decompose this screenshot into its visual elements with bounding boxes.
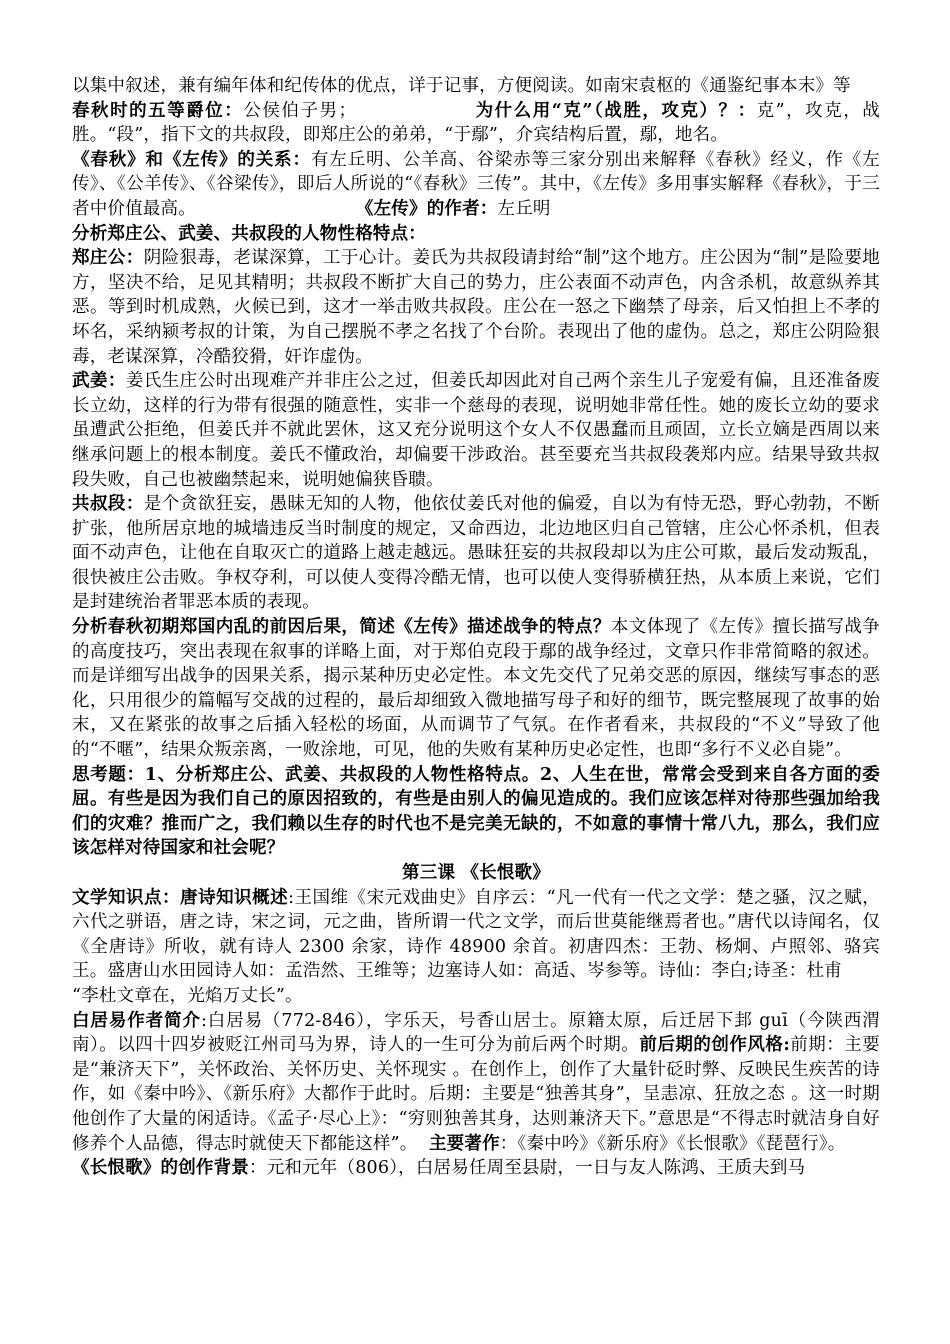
- label-why-ke: 为什么用“克”（战胜，攻克）？：: [474, 100, 757, 121]
- paragraph-background: 《长恨歌》的创作背景：元和元年（806），白居易任周至县尉，一日与友人陈鸿、王质夫到马: [72, 1158, 806, 1179]
- paragraph-chunqiu-zuozhuan: 《春秋》和《左传》的关系：有左丘明、公羊高、谷梁赤等三家分别出来解释《春秋》经义，作《左传》、《公羊传》、《谷梁传》，即后人所说的“《春秋》三传”。其中，《左传》多用事实解释《春秋》，于三者中价值最高。 《左传》的作者：左丘明: [72, 149, 880, 219]
- label-war-analysis: 分析春秋初期郑国内乱的前因后果，简述《左传》描述战争的特点？: [72, 617, 611, 638]
- label-zuozhuan-author: 《左传》的作者：: [355, 198, 498, 219]
- paragraph-bai-juyi: 白居易作者简介:白居易（772-846），字乐天，号香山居士。原籍太原，后迁居下邽 guī（今陕西渭南）。以四十四岁被贬江州司马为界，诗人的一生可分为前后两个时期。前后期的创作风格:前期：主要是“兼济天下”，关怀政治、关怀历史、关怀现实 。在创作上，创作了大量针砭时弊、反映民生疾苦的诗作，如《秦中吟》、《新乐府》大都作于此时。后期：主要是“独善其身”，呈恚凉、狂放之态 。这一时期他创作了大量的闲适诗。《孟子·尽心上》：“穷则独善其身，达则兼济天下。”意思是“不得志时就洁身自好修养个人品德，得志时就使天下都能这样”。 主要著作：《秦中吟》《新乐府》《长恨歌》《琵琶行》。: [72, 1010, 881, 1154]
- label-gongshuduan: 共叔段：: [72, 494, 144, 515]
- paragraph-tang-poetry: 文学知识点：唐诗知识概述:王国维《宋元戏曲史》自序云：“凡一代有一代之文学：楚之骚，汉之赋，六代之骈语，唐之诗，宋之词，元之曲，皆所谓一代之文学，而后世莫能继焉者也。”唐代以诗闻名，仅《全唐诗》所收，就有诗人 2300 余家，诗作 48900 余首。初唐四杰：王勃、杨炯、卢照邻、骆宾王。盛唐山水田园诗人如：孟浩然、王维等；边塞诗人如：高适、岑参等。诗仙：李白;诗圣：杜甫“李杜文章在，光焰万丈长”。: [72, 887, 880, 1006]
- label-creation-style: 前后期的创作风格:: [639, 1035, 790, 1056]
- document-body: [72, 74, 880, 1181]
- label-chunqiu-relation: 《春秋》和《左传》的关系：: [72, 149, 311, 170]
- paragraph-wujiang: 武姜：姜氏生庄公时出现难产并非庄公之过，但姜氏却因此对自己两个亲生儿子宠爱有偏，且还准备废长立幼，这样的行为带有很强的随意性，实非一个慈母的表现，说明她非常任性。她的废长立幼的要求虽遭武公拒绝，但姜氏并不就此罢休，这又充分说明这个女人不仅愚蠢而且顽固，立长立嫡是西周以来继承问题上的根本制度。姜氏不懂政治，却偏要干涉政治。甚至要充当共叔段袭郑内应。结果导致共叔段失败，自己也被幽禁起来，说明她偏狭昏聩。: [72, 371, 880, 490]
- label-tang-poetry: 文学知识点：唐诗知识概述: [72, 887, 289, 908]
- paragraph-gongshuduan: 共叔段：是个贪欲狂妄，愚昧无知的人物，他依仗姜氏对他的偏爱，自以为有恃无恐，野心勃勃，不断扩张，他所居京地的城墙违反当时制度的规定，又命西边，北边地区归自己管辖，庄公心怀杀机，但表面不动声色，让他在自取灭亡的道路上越走越远。愚昧狂妄的共叔段却以为庄公可欺，最后发动叛乱，很快被庄公击败。争权夺利，可以使人变得冷酷无情，也可以使人变得骄横狂热，从本质上来说，它们是封建统治者罪恶本质的表现。: [72, 494, 880, 613]
- label-wujiang: 武姜：: [72, 371, 126, 392]
- paragraph-character-heading: 分析郑庄公、武姜、共叔段的人物性格特点：: [72, 223, 426, 244]
- label-five-ranks: 春秋时的五等爵位：: [72, 100, 244, 121]
- label-zhengzhuanggong: 郑庄公：: [72, 248, 144, 269]
- label-bai-juyi: 白居易作者简介: [72, 1010, 201, 1031]
- paragraph-zhengzhuanggong: 郑庄公：阴险狠毒，老谋深算，工于心计。姜氏为共叔段请封给“制”这个地方。庄公因为“制”是险要地方，坚决不给，足见其精明；共叔段不断扩大自己的势力，庄公表面不动声色，内含杀机，故意纵养其恶。等到时机成熟，火候已到，这才一举击败共叔段。庄公在一怒之下幽禁了母亲，后又怕担上不孝的坏名，采纳颍考叔的计策，为自己摆脱不孝之名找了个台阶。表现出了他的虚伪。总之，郑庄公阴险狠毒，老谋深算，冷酷狡猾，奸诈虚伪。: [72, 248, 880, 367]
- paragraph-jueweiyu-ke: 春秋时的五等爵位：公侯伯子男； 为什么用“克”（战胜，攻克）？：克”，攻克，战胜。“段”，指下文的共叔段，即郑庄公的弟弟，“于鄢”，介宾结构后置，鄢，地名。: [72, 100, 880, 146]
- paragraph-jishi-benmo: 以集中叙述，兼有编年体和纪传体的优点，详于记事，方便阅读。如南宋袁枢的《通鉴纪事本末》等: [72, 76, 851, 96]
- lesson-heading: 第三课 《长恨歌》: [402, 863, 550, 883]
- label-background: 《长恨歌》的创作背景: [72, 1158, 249, 1179]
- paragraph-thinking-questions: 思考题：1、分析郑庄公、武姜、共叔段的人物性格特点。2、人生在世，常常会受到来自各方面的委屈。有些是因为我们自己的原因招致的，有些是由别人的偏见造成的。我们应该怎样对待那些强加给我们的灾难？推而广之，我们赖以生存的时代也不是完美无缺的，不如意的事情十常八九，那么，我们应该怎样对待国家和社会呢？: [72, 764, 880, 859]
- paragraph-war-analysis: 分析春秋初期郑国内乱的前因后果，简述《左传》描述战争的特点？本文体现了《左传》擅长描写战争的高度技巧，突出表现在叙事的详略上面，对于郑伯克段于鄢的战争经过，文章只作非常简略的叙述。而是详细写出战争的因果关系，揭示某种历史必定性。本文先交代了兄弟交恶的原因，继续写事态的恶化，只用很少的篇幅写交战的过程的，最后却细致入微地描写母子和好的细节，既完整展现了故事的始末，又在紧张的故事之后插入轻松的场面，从而调节了气氛。在作者看来，共叔段的“不义”导致了他的“不暱”，结果众叛亲离，一败涂地，可见，他的失败有某种历史必定性，也即“多行不义必自毙”。: [72, 617, 881, 761]
- label-main-works: 主要著作: [428, 1133, 500, 1154]
